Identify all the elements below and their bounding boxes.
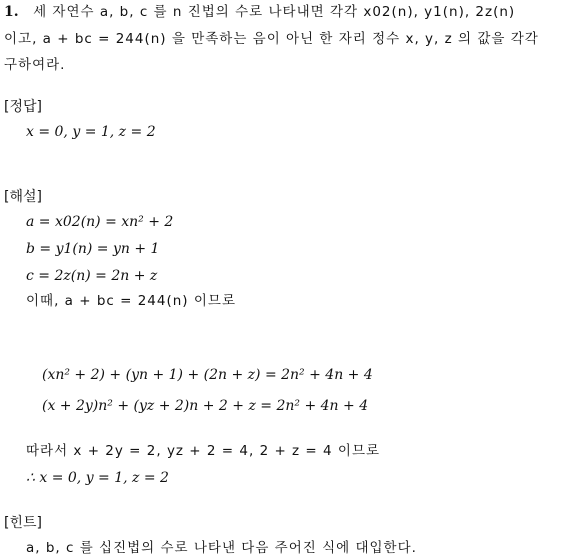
- problem-number: 1.: [4, 4, 19, 20]
- problem-text-1: 세 자연수 a, b, c 를 n 진법의 수로 나타내면 각각 x02(n), y1(n), 2z(n): [33, 4, 516, 20]
- hint-label: [힌트]: [4, 515, 42, 531]
- answer-value: x = 0, y = 1, z = 2: [26, 124, 156, 140]
- solution-line-5: (xn² + 2) + (yn + 1) + (2n + z) = 2n² + 4n + 4: [42, 367, 373, 383]
- solution-line-2: b = y1(n) = yn + 1: [26, 241, 160, 257]
- solution-line-4: 이때, a + bc = 244(n) 이므로: [26, 293, 236, 309]
- solution-line-3: c = 2z(n) = 2n + z: [26, 268, 158, 284]
- solution-label: [해설]: [4, 189, 42, 205]
- solution-line-1: a = x02(n) = xn² + 2: [26, 214, 174, 230]
- solution-line-8: ∴ x = 0, y = 1, z = 2: [26, 470, 169, 486]
- solution-line-6: (x + 2y)n² + (yz + 2)n + 2 + z = 2n² + 4n + 4: [42, 398, 369, 414]
- problem-line-1: [4, 3, 515, 21]
- hint-text: a, b, c 를 십진법의 수로 나타낸 다음 주어진 식에 대입한다.: [26, 540, 417, 556]
- problem-line-2: 이고, a + bc = 244(n) 을 만족하는 음이 아닌 한 자리 정수 x, y, z 의 값을 각각: [4, 31, 539, 47]
- problem-line-3: 구하여라.: [4, 57, 66, 73]
- solution-line-7: 따라서 x + 2y = 2, yz + 2 = 4, 2 + z = 4 이므로: [26, 443, 381, 459]
- answer-label: [정답]: [4, 99, 42, 115]
